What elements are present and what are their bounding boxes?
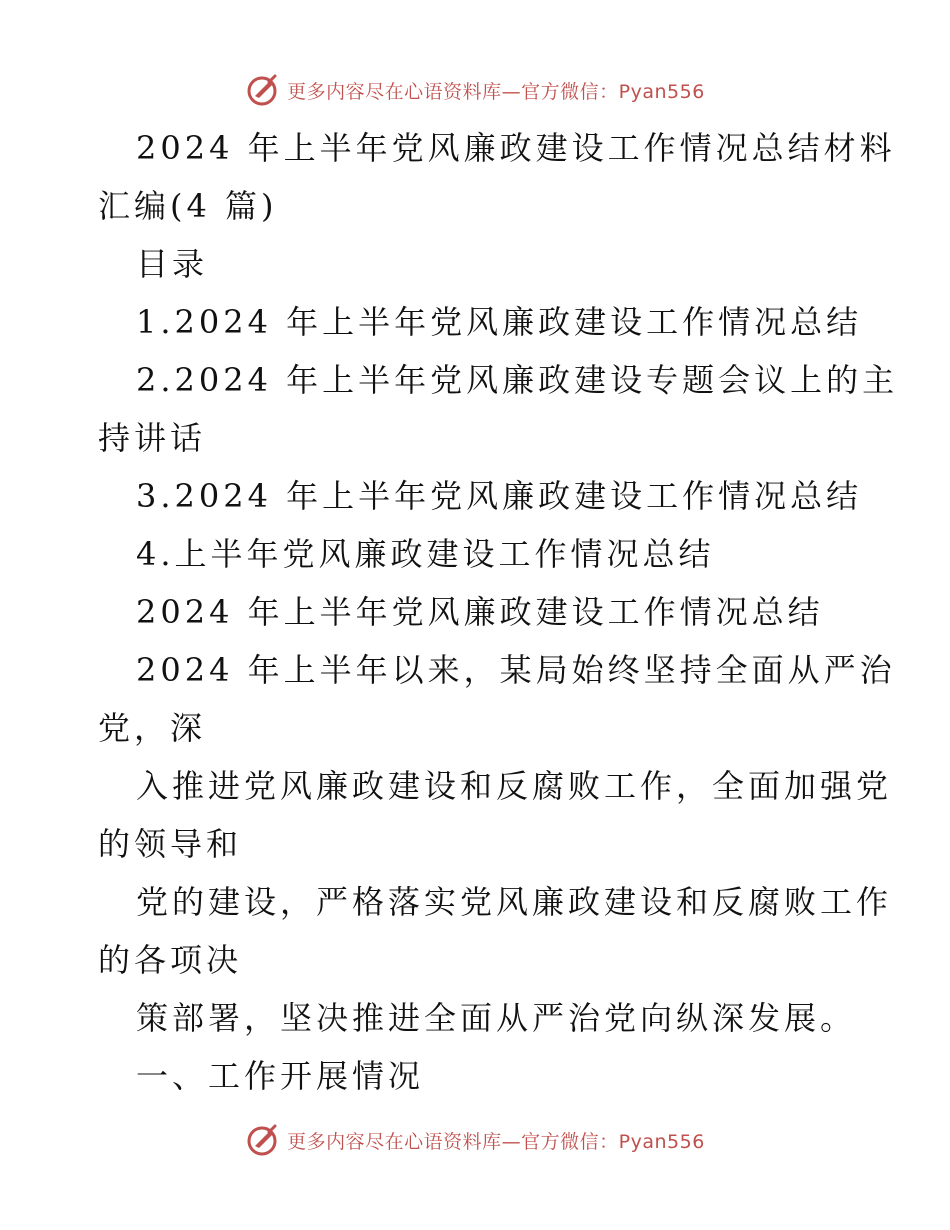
section-title: 2024 年上半年党风廉政建设工作情况总结 <box>136 593 824 631</box>
doc-title-line-1: 2024 年上半年党风廉政建设工作情况总结材料 <box>136 129 896 167</box>
pen-logo-icon <box>245 72 281 108</box>
doc-title-line-2: 汇编(4 篇) <box>98 187 278 225</box>
paragraph-line: 2024 年上半年以来，某局始终坚持全面从严治 <box>136 651 896 689</box>
toc-item-1: 1.2024 年上半年党风廉政建设工作情况总结 <box>136 303 863 341</box>
paragraph-line: 党的建设，严格落实党风廉政建设和反腐败工作 <box>136 883 893 921</box>
footer-watermark <box>0 1120 950 1160</box>
paragraph-line: 策部署，坚决推进全面从严治党向纵深发展。 <box>136 999 857 1037</box>
watermark-text: 更多内容尽在心语资料库—官方微信：Pyan556 <box>287 80 705 103</box>
toc-item-3: 3.2024 年上半年党风廉政建设工作情况总结 <box>136 477 863 515</box>
toc-item-2-cont: 持讲话 <box>98 419 207 457</box>
header-watermark <box>0 70 950 110</box>
toc-item-4: 4.上半年党风廉政建设工作情况总结 <box>136 535 715 573</box>
paragraph-line: 党，深 <box>98 709 207 747</box>
toc-heading: 目录 <box>136 245 209 283</box>
paragraph-line: 的各项决 <box>98 941 243 979</box>
paragraph-line: 入推进党风廉政建设和反腐败工作，全面加强党 <box>136 767 893 805</box>
pen-logo-icon <box>245 1122 281 1158</box>
subsection-heading: 一、工作开展情况 <box>136 1057 425 1095</box>
toc-item-2: 2.2024 年上半年党风廉政建设专题会议上的主 <box>136 361 899 399</box>
paragraph-line: 的领导和 <box>98 825 243 863</box>
watermark-text: 更多内容尽在心语资料库—官方微信：Pyan556 <box>287 1130 705 1153</box>
